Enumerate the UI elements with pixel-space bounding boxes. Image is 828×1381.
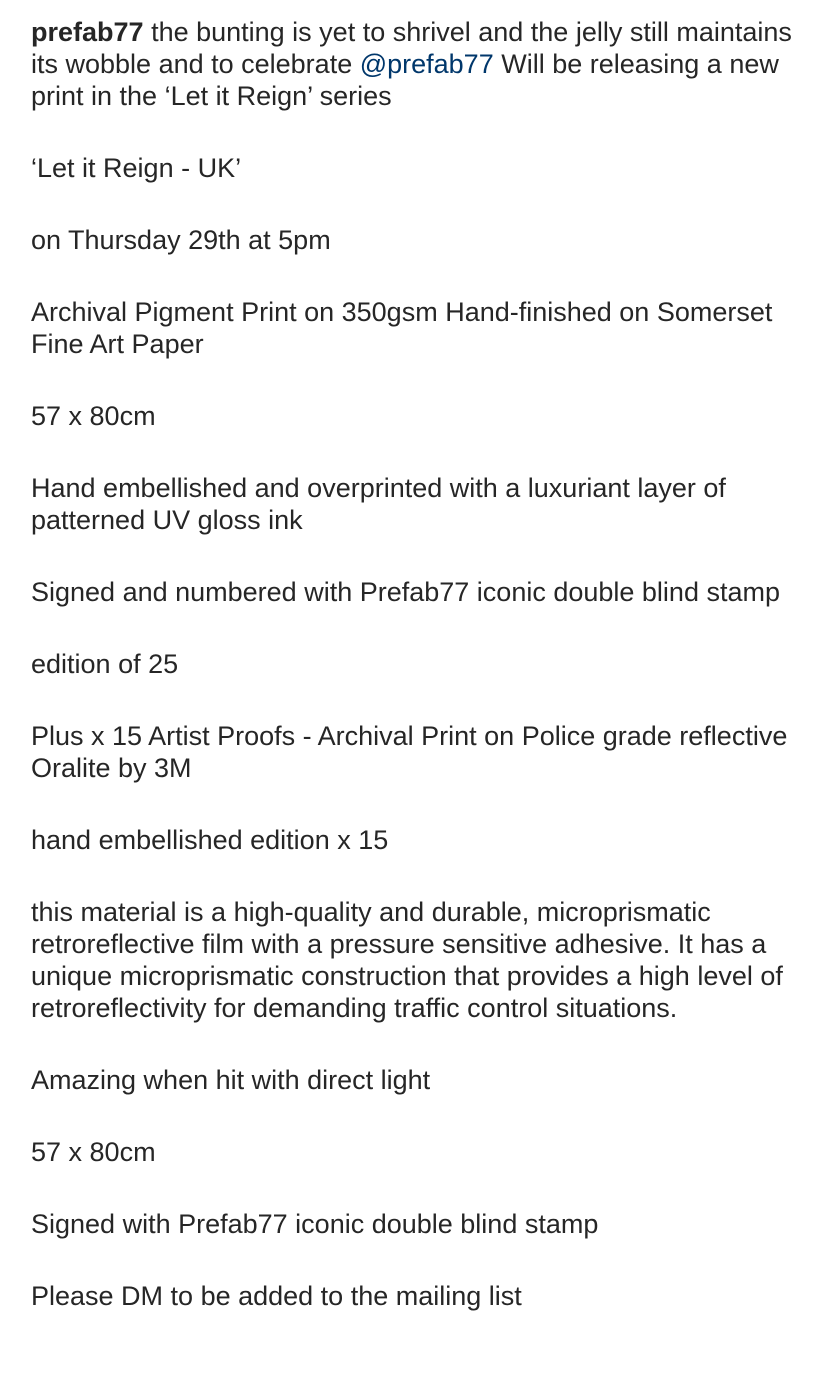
caption-dimensions: 57 x 80cm xyxy=(31,401,156,431)
intro-text: the bunting is yet to shrivel and the jelly still maintains its wobble and to celebrate xyxy=(31,17,792,79)
caption-material-description: this material is a high-quality and durable, microprismatic retroreflective film with a pressure sensitive adhesive. It has a unique microprismatic construction that provides a high level of retroreflectivity for demanding traffic control situations. xyxy=(31,897,783,1023)
mention-link[interactable]: @prefab77 xyxy=(359,49,494,79)
caption-print-title: ‘Let it Reign - UK’ xyxy=(31,153,242,183)
caption-embellishment: Hand embellished and overprinted with a luxuriant layer of patterned UV gloss ink xyxy=(31,473,726,535)
caption-release-date: on Thursday 29th at 5pm xyxy=(31,225,331,255)
caption-paper-spec: Archival Pigment Print on 350gsm Hand-finished on Somerset Fine Art Paper xyxy=(31,297,773,359)
caption-hand-embellished-edition: hand embellished edition x 15 xyxy=(31,825,389,855)
caption-signature: Signed and numbered with Prefab77 iconic double blind stamp xyxy=(31,577,780,607)
username-link[interactable]: prefab77 xyxy=(31,17,144,47)
caption-light-note: Amazing when hit with direct light xyxy=(31,1065,431,1095)
intro-text-continued: Will be releasing a new print in the ‘Let it Reign’ series xyxy=(31,49,779,111)
caption-edition: edition of 25 xyxy=(31,649,179,679)
caption-dimensions-proof: 57 x 80cm xyxy=(31,1137,156,1167)
caption-mailing-list: Please DM to be added to the mailing list xyxy=(31,1281,522,1311)
caption-intro xyxy=(31,16,798,112)
caption-artist-proofs: Plus x 15 Artist Proofs - Archival Print on Police grade reflective Oralite by 3M xyxy=(31,721,788,783)
caption-signature-proof: Signed with Prefab77 iconic double blind stamp xyxy=(31,1209,599,1239)
